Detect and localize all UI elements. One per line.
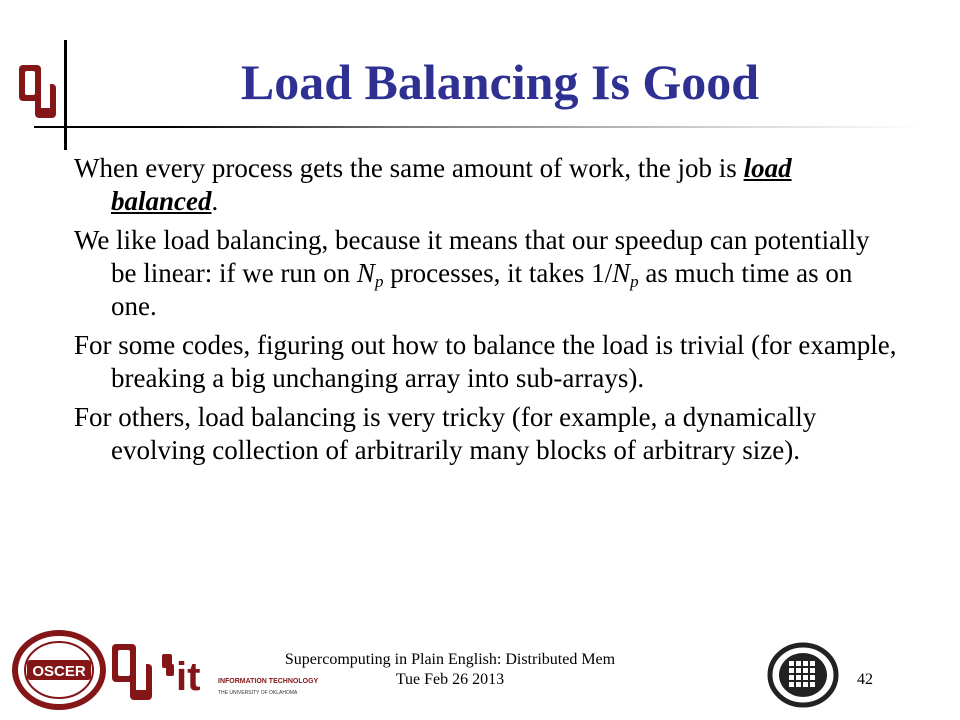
page-number: 42	[857, 671, 873, 688]
ou-logo-bottom	[108, 642, 156, 702]
paragraph-4: For others, load balancing is very tricky (for example, a dynamically evolving collection of arbitrarily many blocks of arbitrary size).	[74, 402, 817, 465]
term-load-balanced: load balanced	[111, 153, 792, 216]
slide-title: Load Balancing Is Good	[240, 54, 760, 110]
paragraph-3: For some codes, figuring out how to balance the load is trivial (for example, breaking a big unchanging array into sub-arrays).	[74, 330, 897, 393]
svg-text:it: it	[176, 655, 201, 699]
footer-text	[240, 650, 660, 690]
header-horizontal-rule	[34, 126, 924, 128]
it-org: THE UNIVERSITY OF OKLAHOMA	[218, 690, 298, 696]
svg-text:OU: OU	[14, 62, 16, 63]
svg-text:OSCER: OSCER	[32, 663, 86, 680]
header-vertical-rule	[64, 40, 67, 150]
supercomputing-seal-icon	[768, 643, 838, 707]
paragraph-2: We like load balancing, because it means that our speedup can potentially be linear: if we run on $N_p$ processes, it takes $1/N_p$ as much time as on one.	[74, 225, 870, 321]
footer-line-2: Tue Feb 26 2013	[395, 671, 505, 688]
oscer-seal-logo	[12, 630, 106, 710]
slide-body	[74, 152, 900, 473]
it-subtitle: INFORMATION TECHNOLOGY	[218, 678, 319, 685]
svg-text:OU: OU	[108, 642, 110, 643]
ou-logo-top	[14, 62, 60, 120]
footer-line-1: Supercomputing in Plain English: Distributed Mem	[284, 651, 616, 668]
paragraph-1: When every process gets the same amount of work, the job is load balanced.	[74, 153, 792, 216]
